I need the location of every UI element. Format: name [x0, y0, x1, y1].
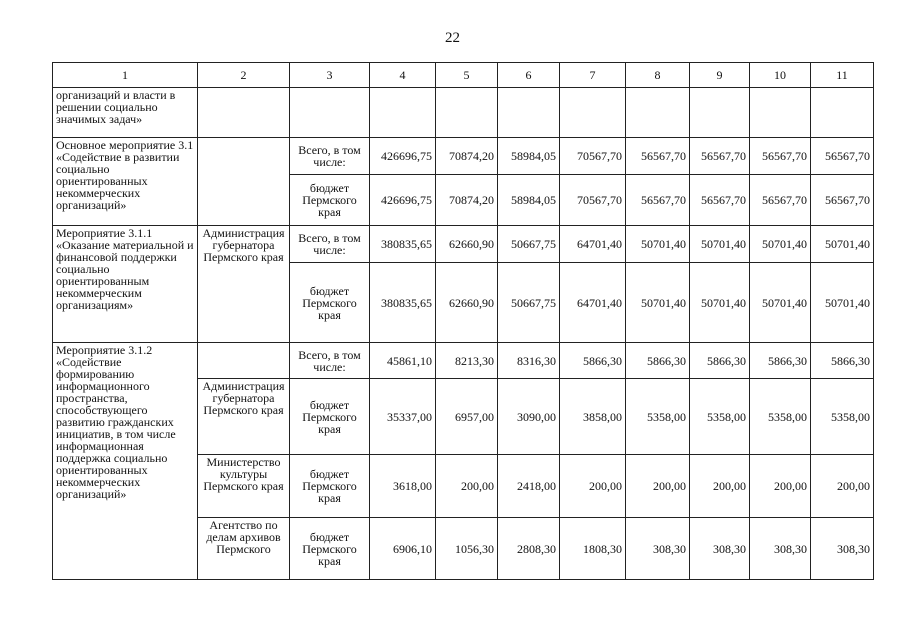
- value-cell: 6906,10: [370, 518, 436, 580]
- value-cell: 45861,10: [370, 343, 436, 379]
- value-cell: 8213,30: [436, 343, 498, 379]
- value-cell: 426696,75: [370, 175, 436, 226]
- source-cell: бюджет Пермского края: [290, 455, 370, 518]
- value-cell: 308,30: [626, 518, 690, 580]
- value-cell: 380835,65: [370, 263, 436, 343]
- value-cell: 2418,00: [498, 455, 560, 518]
- value-cell: 5358,00: [750, 379, 811, 455]
- value-cell: 8316,30: [498, 343, 560, 379]
- value-cell: 5866,30: [560, 343, 626, 379]
- value-cell: 56567,70: [750, 175, 811, 226]
- header-cell: 9: [690, 63, 750, 88]
- header-row: [53, 63, 874, 88]
- value-cell: 70874,20: [436, 138, 498, 175]
- source-cell: Всего, в том числе:: [290, 343, 370, 379]
- value-cell: 5866,30: [626, 343, 690, 379]
- header-cell: 10: [750, 63, 811, 88]
- value-cell: 56567,70: [626, 138, 690, 175]
- continuation-row: [53, 88, 874, 138]
- source-cell: бюджет Пермского края: [290, 175, 370, 226]
- header-cell: 2: [198, 63, 290, 88]
- value-cell: 58984,05: [498, 175, 560, 226]
- value-cell: 1808,30: [560, 518, 626, 580]
- header-cell: 3: [290, 63, 370, 88]
- value-cell: 56567,70: [690, 138, 750, 175]
- value-cell: 50701,40: [690, 226, 750, 263]
- value-cell: 308,30: [750, 518, 811, 580]
- page-number: 22: [445, 30, 460, 46]
- value-cell: 70567,70: [560, 138, 626, 175]
- value-cell: 50667,75: [498, 263, 560, 343]
- table-row: [53, 343, 874, 379]
- value-cell: 50667,75: [498, 226, 560, 263]
- value-cell: 200,00: [811, 455, 874, 518]
- value-cell: 2808,30: [498, 518, 560, 580]
- value-cell: 380835,65: [370, 226, 436, 263]
- continuation-name: организаций и власти в решении социально значимых задач»: [53, 88, 198, 138]
- value-cell: 5866,30: [750, 343, 811, 379]
- value-cell: 50701,40: [811, 226, 874, 263]
- value-cell: 50701,40: [750, 226, 811, 263]
- value-cell: 200,00: [626, 455, 690, 518]
- source-cell: бюджет Пермского края: [290, 379, 370, 455]
- value-cell: 5866,30: [690, 343, 750, 379]
- value-cell: 308,30: [811, 518, 874, 580]
- value-cell: 62660,90: [436, 226, 498, 263]
- header-cell: 11: [811, 63, 874, 88]
- measure-name: Мероприятие 3.1.1 «Оказание материальной и финансовой поддержки социально ориентированным некоммерческим организациям»: [53, 226, 198, 343]
- value-cell: 35337,00: [370, 379, 436, 455]
- header-cell: 5: [436, 63, 498, 88]
- executor-cell: Агентство по делам архивов Пермского: [198, 518, 290, 580]
- value-cell: 50701,40: [750, 263, 811, 343]
- value-cell: 6957,00: [436, 379, 498, 455]
- table-row: [53, 226, 874, 263]
- value-cell: 64701,40: [560, 263, 626, 343]
- value-cell: 5358,00: [626, 379, 690, 455]
- executor-cell: Министерство культуры Пермского края: [198, 455, 290, 518]
- executor-cell: Администрация губернатора Пермского края: [198, 226, 290, 343]
- value-cell: 56567,70: [811, 175, 874, 226]
- value-cell: 1056,30: [436, 518, 498, 580]
- executor-cell: [198, 138, 290, 226]
- table-row: [53, 138, 874, 175]
- value-cell: 50701,40: [626, 263, 690, 343]
- value-cell: 70567,70: [560, 175, 626, 226]
- value-cell: 308,30: [690, 518, 750, 580]
- value-cell: 56567,70: [750, 138, 811, 175]
- value-cell: 200,00: [750, 455, 811, 518]
- value-cell: 200,00: [560, 455, 626, 518]
- header-cell: 7: [560, 63, 626, 88]
- value-cell: 56567,70: [690, 175, 750, 226]
- value-cell: 50701,40: [690, 263, 750, 343]
- value-cell: 50701,40: [811, 263, 874, 343]
- value-cell: 5358,00: [690, 379, 750, 455]
- value-cell: 56567,70: [626, 175, 690, 226]
- value-cell: 70874,20: [436, 175, 498, 226]
- header-cell: 1: [53, 63, 198, 88]
- value-cell: 5866,30: [811, 343, 874, 379]
- budget-table: [52, 62, 874, 580]
- value-cell: 200,00: [436, 455, 498, 518]
- value-cell: 64701,40: [560, 226, 626, 263]
- value-cell: 426696,75: [370, 138, 436, 175]
- source-cell: бюджет Пермского края: [290, 263, 370, 343]
- value-cell: 3618,00: [370, 455, 436, 518]
- header-cell: 8: [626, 63, 690, 88]
- value-cell: 56567,70: [811, 138, 874, 175]
- value-cell: 3858,00: [560, 379, 626, 455]
- value-cell: 62660,90: [436, 263, 498, 343]
- executor-cell: [198, 343, 290, 379]
- source-cell: Всего, в том числе:: [290, 226, 370, 263]
- executor-cell: Администрация губернатора Пермского края: [198, 379, 290, 455]
- value-cell: 3090,00: [498, 379, 560, 455]
- value-cell: 58984,05: [498, 138, 560, 175]
- header-cell: 4: [370, 63, 436, 88]
- value-cell: 50701,40: [626, 226, 690, 263]
- source-cell: бюджет Пермского края: [290, 518, 370, 580]
- source-cell: Всего, в том числе:: [290, 138, 370, 175]
- program-name: Основное мероприятие 3.1 «Содействие в развитии социально ориентированных некоммерческих организаций»: [53, 138, 198, 226]
- value-cell: 200,00: [690, 455, 750, 518]
- measure-name: Мероприятие 3.1.2 «Содействие формированию информационного пространства, способствующего развитию гражданских инициатив, в том числе информационная поддержка социально ориентированных некоммерческих организаций»: [53, 343, 198, 580]
- value-cell: 5358,00: [811, 379, 874, 455]
- header-cell: 6: [498, 63, 560, 88]
